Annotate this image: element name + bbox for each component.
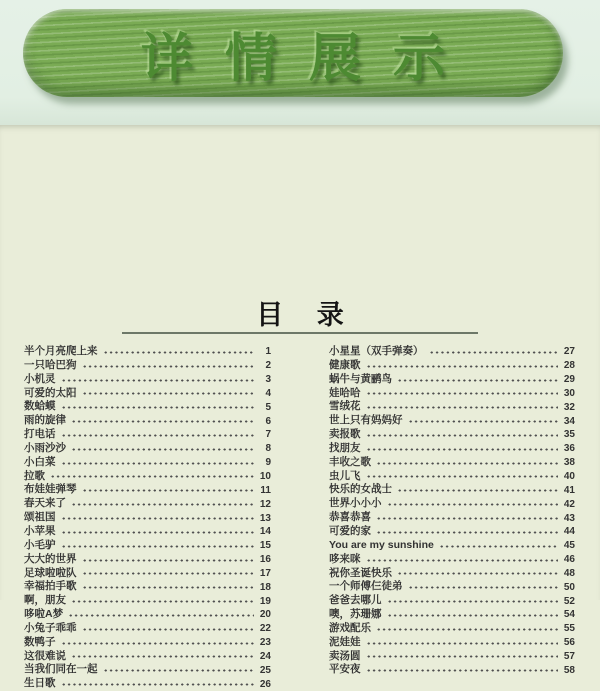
toc-page-number: 2 — [265, 360, 271, 372]
toc-item-title: 平安夜 — [329, 663, 361, 676]
toc-row — [329, 442, 575, 456]
banner-section — [0, 0, 600, 125]
dot-leader — [366, 636, 559, 650]
dot-leader — [82, 567, 255, 581]
dot-leader — [376, 511, 558, 525]
toc-page-number: 29 — [563, 374, 575, 386]
toc-row — [24, 663, 271, 677]
toc-row — [329, 567, 575, 581]
dot-leader — [366, 400, 559, 414]
dot-leader — [68, 608, 254, 622]
dot-leader — [387, 594, 559, 608]
toc-item-title: 布娃娃弹琴 — [24, 483, 77, 496]
toc-row — [329, 345, 575, 359]
toc-row — [24, 373, 271, 387]
toc-page-number: 43 — [563, 512, 575, 524]
toc-item-title: 噢，苏珊娜 — [329, 608, 382, 621]
toc-item-title: 啊，朋友 — [24, 594, 66, 607]
toc-item-title: 一只哈巴狗 — [24, 358, 77, 371]
toc-row — [24, 636, 271, 650]
toc-item-title: 游戏配乐 — [329, 621, 371, 634]
toc-page-number: 30 — [563, 387, 575, 399]
dot-leader — [366, 650, 559, 664]
dot-leader — [82, 580, 255, 594]
toc-row — [329, 511, 575, 525]
dot-leader — [61, 400, 255, 414]
toc-page-number: 26 — [259, 678, 271, 690]
toc-row — [329, 650, 575, 664]
toc-row — [329, 539, 575, 553]
toc-item-title: 卖报歌 — [329, 428, 361, 441]
toc-row — [329, 470, 575, 484]
toc-page-number: 8 — [265, 443, 271, 455]
toc-item-title: 健康歌 — [329, 358, 361, 371]
toc-page-number: 19 — [259, 595, 271, 607]
dot-leader — [61, 677, 255, 691]
dot-leader — [50, 470, 254, 484]
toc-section — [0, 125, 600, 690]
toc-row — [24, 580, 271, 594]
toc-item-title: 泥娃娃 — [329, 635, 361, 648]
toc-row — [24, 483, 271, 497]
toc-item-title: 足球啦啦队 — [24, 566, 77, 579]
dot-leader — [366, 663, 559, 677]
toc-page-number: 10 — [259, 471, 271, 483]
toc-page-number: 22 — [259, 623, 271, 635]
toc-row — [24, 511, 271, 525]
dot-leader — [61, 525, 255, 539]
toc-row — [24, 400, 271, 414]
toc-page-number: 27 — [563, 346, 575, 358]
dot-leader — [71, 442, 254, 456]
toc-row — [329, 414, 575, 428]
toc-row — [24, 539, 271, 553]
dot-leader — [61, 539, 255, 553]
dot-leader — [366, 428, 559, 442]
toc-page-number: 5 — [265, 401, 271, 413]
toc-page-number: 58 — [563, 664, 575, 676]
toc-item-title: 爸爸去哪儿 — [329, 594, 382, 607]
toc-item-title: 雨的旋律 — [24, 414, 66, 427]
toc-page-number: 44 — [563, 526, 575, 538]
dot-leader — [376, 456, 558, 470]
toc-page-number: 4 — [265, 387, 271, 399]
toc-item-title: 找朋友 — [329, 441, 361, 454]
toc-item-title: 快乐的女战士 — [329, 483, 392, 496]
detail-banner-pill — [23, 9, 563, 97]
dot-leader — [71, 650, 254, 664]
toc-page-number: 50 — [563, 581, 575, 593]
toc-row — [329, 387, 575, 401]
toc-item-title: 哆啦A梦 — [24, 608, 64, 621]
toc-item-title: 世上只有妈妈好 — [329, 414, 403, 427]
dot-leader — [439, 539, 558, 553]
toc-item-title: 可爱的太阳 — [24, 386, 77, 399]
toc-row — [24, 553, 271, 567]
dot-leader — [366, 387, 559, 401]
toc-row — [24, 677, 271, 691]
toc-item-title: 大大的世界 — [24, 552, 77, 565]
toc-item-title: 丰收之歌 — [329, 455, 371, 468]
dot-leader — [61, 636, 255, 650]
toc-row — [24, 442, 271, 456]
toc-page-number: 6 — [265, 415, 271, 427]
toc-page-number: 45 — [563, 540, 575, 552]
toc-row — [329, 373, 575, 387]
dot-leader — [82, 387, 255, 401]
dot-leader — [82, 553, 255, 567]
toc-page-number: 3 — [265, 374, 271, 386]
toc-row — [329, 359, 575, 373]
toc-page-number: 17 — [259, 567, 271, 579]
toc-row — [24, 497, 271, 511]
toc-item-title: 颂祖国 — [24, 511, 56, 524]
toc-page-number: 18 — [259, 581, 271, 593]
toc-row — [24, 387, 271, 401]
dot-leader — [82, 359, 255, 373]
toc-row — [329, 608, 575, 622]
toc-page-number: 12 — [259, 498, 271, 510]
toc-item-title: 数鸭子 — [24, 635, 56, 648]
toc-item-title: 幸福拍手歌 — [24, 580, 77, 593]
toc-item-title: 生日歌 — [24, 677, 56, 690]
toc-page-number: 38 — [563, 457, 575, 469]
toc-row — [329, 525, 575, 539]
toc-item-title: 拉歌 — [24, 469, 45, 482]
dot-leader — [82, 483, 255, 497]
toc-page-number: 52 — [563, 595, 575, 607]
toc-item-title: 小毛驴 — [24, 538, 56, 551]
toc-page-number: 13 — [259, 512, 271, 524]
toc-row — [329, 553, 575, 567]
toc-page-number: 41 — [563, 484, 575, 496]
toc-row — [329, 497, 575, 511]
toc-item-title: 哆来咪 — [329, 552, 361, 565]
toc-page-number: 34 — [563, 415, 575, 427]
toc-left-column — [24, 345, 271, 691]
toc-row — [24, 594, 271, 608]
toc-page-number: 20 — [259, 609, 271, 621]
toc-item-title: 春天来了 — [24, 497, 66, 510]
toc-page-number: 42 — [563, 498, 575, 510]
toc-row — [24, 608, 271, 622]
toc-item-title: 可爱的家 — [329, 524, 371, 537]
toc-item-title: 卖汤圆 — [329, 649, 361, 662]
dot-leader — [397, 567, 558, 581]
toc-page-number: 11 — [260, 484, 271, 496]
dot-leader — [408, 580, 559, 594]
dot-leader — [366, 359, 559, 373]
dot-leader — [376, 525, 558, 539]
dot-leader — [71, 414, 254, 428]
toc-row — [329, 580, 575, 594]
dot-leader — [366, 442, 559, 456]
toc-page-number: 57 — [563, 650, 575, 662]
toc-page-number: 23 — [259, 637, 271, 649]
toc-item-title: 打电话 — [24, 428, 56, 441]
dot-leader — [387, 497, 559, 511]
toc-page-number: 56 — [563, 637, 575, 649]
dot-leader — [387, 608, 559, 622]
toc-row — [329, 636, 575, 650]
dot-leader — [61, 373, 255, 387]
toc-row — [24, 622, 271, 636]
toc-underline — [122, 332, 478, 334]
toc-row — [329, 456, 575, 470]
toc-row — [329, 594, 575, 608]
dot-leader — [376, 622, 558, 636]
dot-leader — [397, 373, 558, 387]
toc-page-number: 24 — [259, 650, 271, 662]
toc-row — [329, 400, 575, 414]
toc-item-title: 小苹果 — [24, 524, 56, 537]
toc-page-number: 54 — [563, 609, 575, 621]
banner-title: 详情展示 — [140, 29, 477, 88]
toc-page-number: 1 — [265, 346, 271, 358]
toc-item-title: 雪绒花 — [329, 400, 361, 413]
dot-leader — [103, 345, 255, 359]
toc-item-title: 小兔子乖乖 — [24, 621, 77, 634]
dot-leader — [71, 497, 254, 511]
toc-row — [24, 650, 271, 664]
toc-page-number: 14 — [259, 526, 271, 538]
toc-page-number: 32 — [563, 401, 575, 413]
toc-row — [24, 456, 271, 470]
toc-row — [329, 663, 575, 677]
toc-page-number: 55 — [563, 623, 575, 635]
dot-leader — [366, 470, 559, 484]
toc-item-title: 小雨沙沙 — [24, 441, 66, 454]
dot-leader — [82, 622, 255, 636]
toc-item-title: 小星星（双手弹奏） — [329, 345, 424, 357]
toc-row — [24, 525, 271, 539]
toc-row — [329, 622, 575, 636]
toc-item-title: 蜗牛与黄鹂鸟 — [329, 372, 392, 385]
toc-row — [24, 567, 271, 581]
dot-leader — [397, 483, 558, 497]
dot-leader — [61, 511, 255, 525]
toc-page-number: 40 — [563, 471, 575, 483]
toc-row — [24, 359, 271, 373]
toc-item-title: 半个月亮爬上来 — [24, 345, 98, 357]
toc-page-number: 15 — [259, 540, 271, 552]
toc-title: 目 录 — [256, 300, 344, 330]
toc-item-title: You are my sunshine — [329, 538, 434, 551]
toc-row — [24, 428, 271, 442]
dot-leader — [61, 428, 255, 442]
toc-page-number: 9 — [265, 457, 271, 469]
toc-item-title: 小机灵 — [24, 372, 56, 385]
dot-leader — [103, 663, 255, 677]
toc-item-title: 娃哈哈 — [329, 386, 361, 399]
toc-item-title: 祝你圣诞快乐 — [329, 566, 392, 579]
toc-page-number: 7 — [265, 429, 271, 441]
toc-row — [329, 428, 575, 442]
toc-item-title: 世界小小小 — [329, 497, 382, 510]
toc-page-number: 48 — [563, 567, 575, 579]
toc-page-number: 25 — [259, 664, 271, 676]
toc-item-title: 虫儿飞 — [329, 469, 361, 482]
toc-right-column — [329, 345, 575, 677]
toc-row — [24, 345, 271, 359]
dot-leader — [429, 345, 559, 359]
dot-leader — [61, 456, 255, 470]
toc-page-number: 16 — [259, 554, 271, 566]
toc-item-title: 一个师傅仨徒弟 — [329, 580, 403, 593]
toc-item-title: 小白菜 — [24, 455, 56, 468]
toc-row — [24, 414, 271, 428]
toc-page-number: 28 — [563, 360, 575, 372]
toc-page-number: 36 — [563, 443, 575, 455]
toc-item-title: 当我们同在一起 — [24, 663, 98, 676]
dot-leader — [366, 553, 559, 567]
toc-item-title: 恭喜恭喜 — [329, 511, 371, 524]
toc-row — [24, 470, 271, 484]
toc-item-title: 数蛤蟆 — [24, 400, 56, 413]
dot-leader — [71, 594, 254, 608]
toc-page-number: 35 — [563, 429, 575, 441]
toc-item-title: 这很难说 — [24, 649, 66, 662]
dot-leader — [408, 414, 559, 428]
toc-row — [329, 483, 575, 497]
toc-page-number: 46 — [563, 554, 575, 566]
